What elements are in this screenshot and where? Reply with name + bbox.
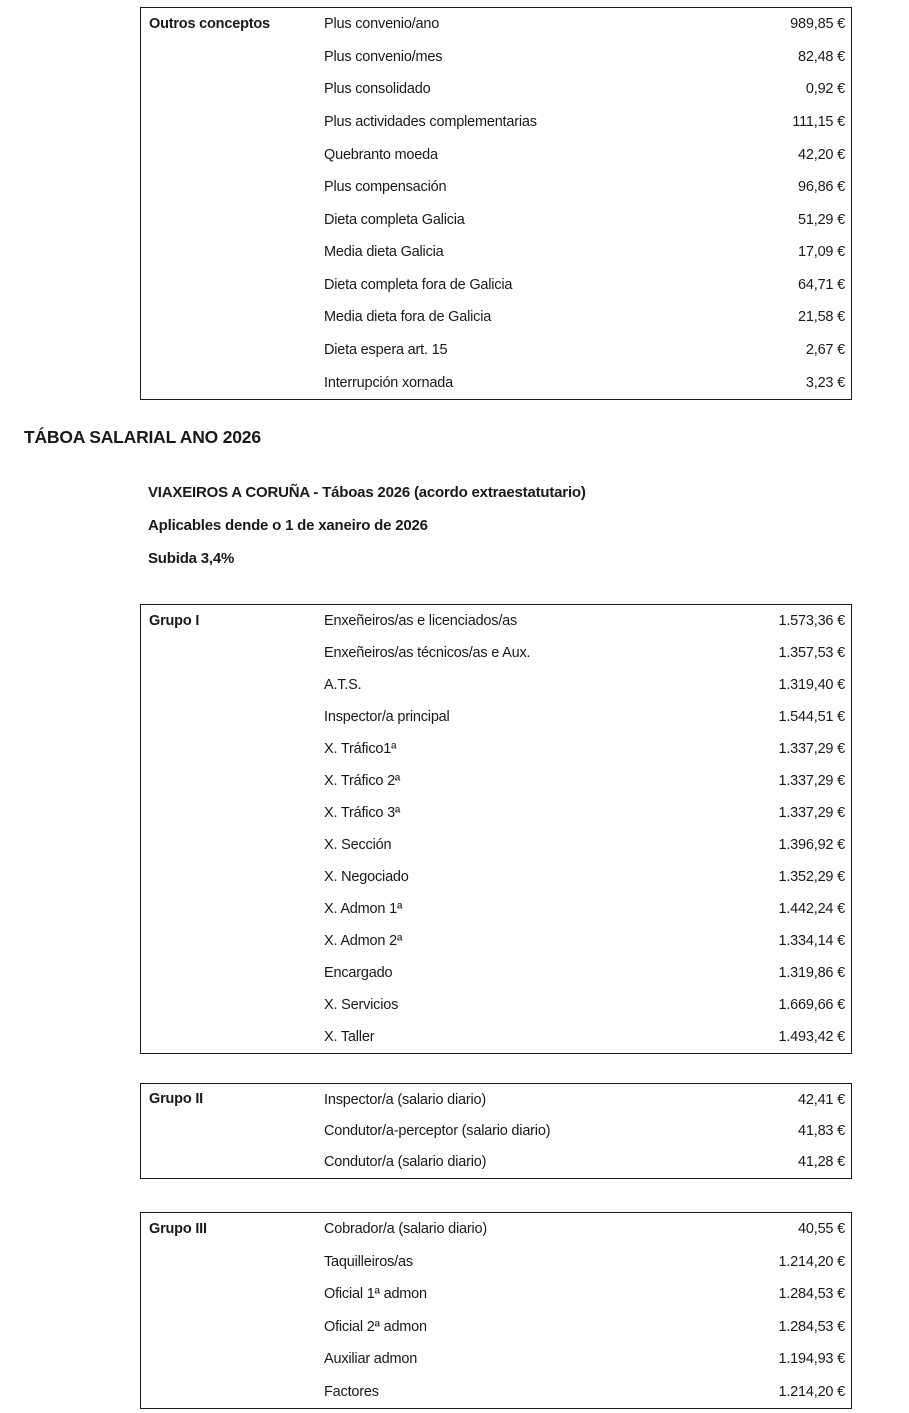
concept-label: Inspector/a principal <box>324 709 450 725</box>
amount-value: 111,15 € <box>792 114 845 131</box>
concept-label: X. Admon 2ª <box>324 933 403 949</box>
amount-value: 96,86 € <box>798 179 845 196</box>
table-row <box>324 138 851 171</box>
amount-value: 1.352,29 € <box>778 869 845 885</box>
concept-label: X. Tráfico 3ª <box>324 805 401 821</box>
concept-label: Taquilleiros/as <box>324 1253 413 1270</box>
table-row <box>324 893 851 925</box>
concept-label: Enxeñeiros/as técnicos/as e Aux. <box>324 645 531 661</box>
concept-label: Condutor/a-perceptor (salario diario) <box>324 1122 551 1139</box>
amount-value: 1.544,51 € <box>778 709 845 725</box>
amount-value: 1.669,66 € <box>778 997 845 1013</box>
table-row <box>324 925 851 957</box>
table-row <box>324 1376 851 1409</box>
concept-label: X. Negociado <box>324 869 409 885</box>
amount-value: 42,20 € <box>798 146 845 163</box>
table-row <box>324 269 851 302</box>
concept-label: Plus actividades complementarias <box>324 114 537 131</box>
table-row <box>324 829 851 861</box>
amount-value: 1.319,40 € <box>778 677 845 693</box>
group-label: Outros conceptos <box>149 16 270 32</box>
table-row <box>324 203 851 236</box>
concept-label: Factores <box>324 1383 379 1400</box>
table-row <box>324 1311 851 1344</box>
concept-label: X. Admon 1ª <box>324 901 403 917</box>
concept-label: Quebranto moeda <box>324 146 438 163</box>
amount-value: 21,58 € <box>798 309 845 326</box>
table-row <box>324 1246 851 1279</box>
group-label: Grupo I <box>149 613 200 629</box>
table-row <box>324 733 851 765</box>
table-row <box>324 637 851 669</box>
concept-label: X. Sección <box>324 837 392 853</box>
grupo-1-table <box>140 604 852 1054</box>
amount-value: 1.214,20 € <box>778 1253 845 1270</box>
table-row <box>324 1147 851 1178</box>
table-row <box>324 171 851 204</box>
amount-value: 51,29 € <box>798 211 845 228</box>
amount-value: 1.396,92 € <box>778 837 845 853</box>
concept-label: Interrupción xornada <box>324 374 453 391</box>
concept-label: Inspector/a (salario diario) <box>324 1091 487 1108</box>
amount-value: 3,23 € <box>805 374 845 391</box>
amount-value: 1.442,24 € <box>778 901 845 917</box>
concept-label: A.T.S. <box>324 677 362 693</box>
table-row <box>324 701 851 733</box>
concept-label: Oficial 1ª admon <box>324 1286 427 1303</box>
subheading-line: Subida 3,4% <box>148 550 235 567</box>
amount-value: 1.357,53 € <box>778 645 845 661</box>
amount-value: 1.334,14 € <box>778 933 845 949</box>
concept-label: Media dieta fora de Galicia <box>324 309 492 326</box>
table-row <box>324 1343 851 1376</box>
amount-value: 1.337,29 € <box>778 741 845 757</box>
group-column <box>141 1084 324 1178</box>
concept-label: Dieta completa Galicia <box>324 211 465 228</box>
table-row <box>324 605 851 637</box>
table-row <box>324 1084 851 1115</box>
amount-value: 2,67 € <box>805 342 845 359</box>
concept-label: X. Tráfico 2ª <box>324 773 401 789</box>
amount-value: 1.337,29 € <box>778 805 845 821</box>
table-row <box>324 334 851 367</box>
subheading-line: VIAXEIROS A CORUÑA - Táboas 2026 (acordo extraestatutario) <box>148 484 586 501</box>
table-row <box>324 1021 851 1053</box>
concept-label: Plus convenio/ano <box>324 16 440 33</box>
table-row <box>324 8 851 41</box>
amount-value: 1.194,93 € <box>778 1351 845 1368</box>
table-row <box>324 669 851 701</box>
table-rows <box>324 8 851 399</box>
amount-value: 64,71 € <box>798 276 845 293</box>
table-row <box>324 366 851 399</box>
concept-label: Oficial 2ª admon <box>324 1318 427 1335</box>
concept-label: Plus consolidado <box>324 81 431 98</box>
amount-value: 1.284,53 € <box>778 1286 845 1303</box>
amount-value: 1.319,86 € <box>778 965 845 981</box>
concept-label: Dieta espera art. 15 <box>324 342 448 359</box>
table-row <box>324 1213 851 1246</box>
subheading-line: Aplicables dende o 1 de xaneiro de 2026 <box>148 517 428 534</box>
table-row <box>324 41 851 74</box>
amount-value: 40,55 € <box>798 1221 845 1238</box>
table-row <box>324 73 851 106</box>
page-title: TÁBOA SALARIAL ANO 2026 <box>24 427 261 447</box>
subheading-block <box>148 476 586 575</box>
table-row <box>324 301 851 334</box>
table-rows <box>324 605 851 1053</box>
concept-label: Encargado <box>324 965 393 981</box>
grupo-2-table <box>140 1083 852 1179</box>
concept-label: Cobrador/a (salario diario) <box>324 1221 488 1238</box>
table-row <box>324 106 851 139</box>
table-row <box>324 957 851 989</box>
concept-label: X. Taller <box>324 1029 375 1045</box>
amount-value: 1.214,20 € <box>778 1383 845 1400</box>
amount-value: 0,92 € <box>805 81 845 98</box>
table-row <box>324 797 851 829</box>
concept-label: X. Tráfico1ª <box>324 741 397 757</box>
table-row <box>324 765 851 797</box>
concept-label: Plus convenio/mes <box>324 48 443 65</box>
amount-value: 41,83 € <box>798 1122 845 1139</box>
amount-value: 42,41 € <box>798 1091 845 1108</box>
table-row <box>324 236 851 269</box>
amount-value: 1.573,36 € <box>778 613 845 629</box>
concept-label: Media dieta Galicia <box>324 244 444 261</box>
group-column <box>141 605 324 1053</box>
group-column <box>141 1213 324 1408</box>
group-column <box>141 8 324 399</box>
amount-value: 17,09 € <box>798 244 845 261</box>
concept-label: Enxeñeiros/as e licenciados/as <box>324 613 518 629</box>
concept-label: Plus compensación <box>324 179 447 196</box>
group-label: Grupo II <box>149 1091 203 1107</box>
concept-label: Dieta completa fora de Galicia <box>324 276 513 293</box>
concept-label: Condutor/a (salario diario) <box>324 1154 487 1171</box>
amount-value: 989,85 € <box>790 16 845 33</box>
amount-value: 1.337,29 € <box>778 773 845 789</box>
amount-value: 82,48 € <box>798 48 845 65</box>
table-row <box>324 861 851 893</box>
table-row <box>324 1278 851 1311</box>
amount-value: 1.284,53 € <box>778 1318 845 1335</box>
table-rows <box>324 1213 851 1408</box>
table-row <box>324 989 851 1021</box>
table-rows <box>324 1084 851 1178</box>
amount-value: 1.493,42 € <box>778 1029 845 1045</box>
table-row <box>324 1115 851 1146</box>
outros-conceptos-table <box>140 7 852 400</box>
concept-label: X. Servicios <box>324 997 399 1013</box>
grupo-3-table <box>140 1212 852 1409</box>
amount-value: 41,28 € <box>798 1154 845 1171</box>
concept-label: Auxiliar admon <box>324 1351 418 1368</box>
group-label: Grupo III <box>149 1221 207 1237</box>
